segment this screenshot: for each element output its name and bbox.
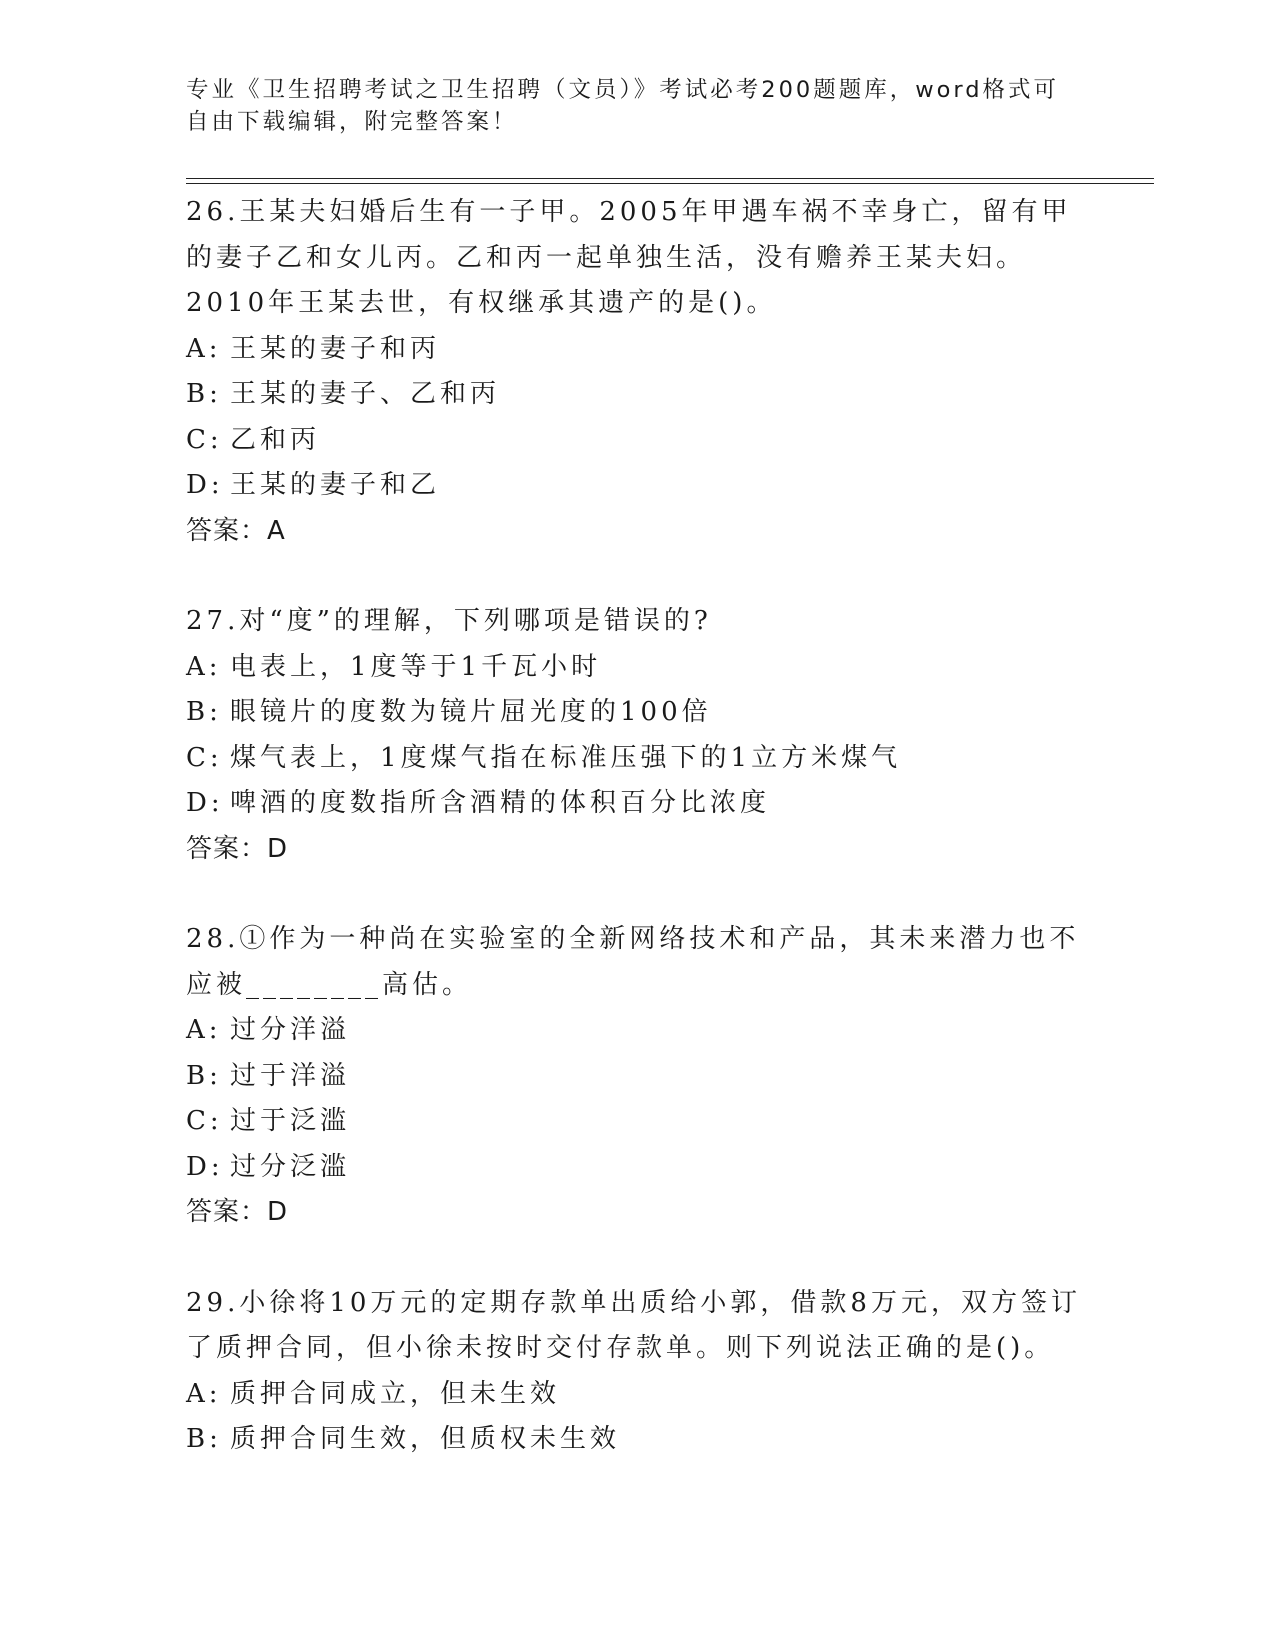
option-b [186,1054,1086,1100]
option-d [186,463,1086,509]
option-letter: B: [186,697,222,727]
option-text: 眼镜片的度数为镜片屈光度的100倍 [230,697,712,727]
option-a [186,327,1086,373]
question-list [186,190,1086,1508]
option-letter: C: [186,1106,223,1136]
option-text: 过分泛滥 [230,1151,351,1182]
answer-line: 答案：D [186,1197,289,1227]
option-text: 煤气表上，1度煤气指在标准压强下的1立方米煤气 [230,742,902,773]
question-stem: 28.①作为一种尚在实验室的全新网络技术和产品，其未来潜力也不应被________高估。 [186,924,1080,1000]
option-b [186,1417,1086,1463]
option-text: 过于洋溢 [230,1060,351,1091]
option-c [186,418,1086,464]
option-d [186,1145,1086,1191]
option-c [186,1099,1086,1145]
option-letter: C: [186,424,223,455]
option-letter: A: [186,651,222,682]
option-letter: D: [186,788,224,818]
option-letter: A: [186,333,222,364]
option-letter: B: [186,1060,222,1091]
question-stem: 27.对“度”的理解，下列哪项是错误的? [186,606,712,636]
question-stem: 29.小徐将10万元的定期存款单出质给小郭，借款8万元，双方签订了质押合同，但小徐未按时交付存款单。则下列说法正确的是()。 [186,1287,1081,1363]
option-letter: D: [186,1151,224,1182]
option-letter: B: [186,1424,222,1454]
option-text: 过于泛滥 [230,1106,351,1136]
option-letter: B: [186,379,222,409]
option-text: 质押合同成立，但未生效 [230,1378,561,1409]
option-b [186,690,1086,736]
header-divider-top [186,178,1154,179]
option-letter: C: [186,742,223,773]
option-a [186,1372,1086,1418]
option-letter: A: [186,1378,222,1409]
option-d [186,781,1086,827]
option-text: 王某的妻子和丙 [230,333,441,364]
question-26 [186,190,1086,554]
question-27 [186,599,1086,872]
option-c [186,736,1086,782]
option-letter: A: [186,1015,222,1045]
question-stem: 26.王某夫妇婚后生有一子甲。2005年甲遇车祸不幸身亡，留有甲的妻子乙和女儿丙。乙和丙一起单独生活，没有赡养王某夫妇。2010年王某去世，有权继承其遗产的是()。 [186,197,1072,318]
question-29 [186,1281,1086,1463]
option-text: 电表上，1度等于1千瓦小时 [230,651,602,682]
option-text: 质押合同生效，但质权未生效 [230,1424,621,1454]
option-text: 啤酒的度数指所含酒精的体积百分比浓度 [230,788,771,818]
option-text: 过分洋溢 [230,1015,351,1045]
answer-line: 答案：A [186,515,286,546]
option-text: 王某的妻子、乙和丙 [230,379,501,409]
option-a [186,1008,1086,1054]
option-text: 乙和丙 [230,424,321,455]
option-a [186,645,1086,691]
option-letter: D: [186,470,224,500]
option-b [186,372,1086,418]
answer-line: 答案：D [186,833,289,864]
option-text: 王某的妻子和乙 [230,470,441,500]
document-header: 专业《卫生招聘考试之卫生招聘（文员）》考试必考200题题库，word格式可自由下载编辑，附完整答案！ [186,77,1060,135]
header-divider-bottom [186,183,1154,184]
question-28 [186,917,1086,1236]
